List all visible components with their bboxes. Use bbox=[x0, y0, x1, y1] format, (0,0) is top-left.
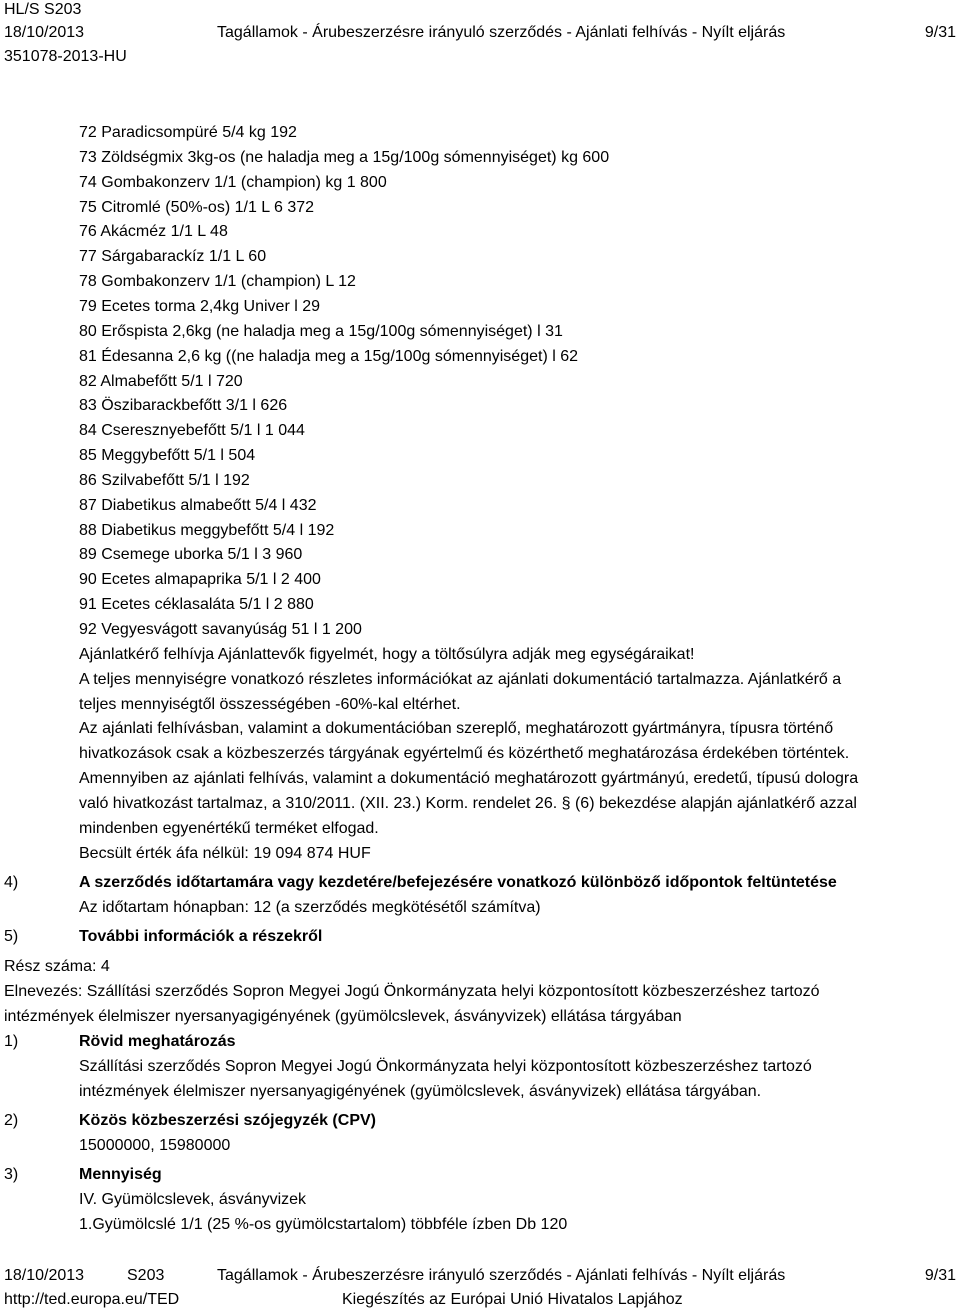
list-item: 82 Almabefőtt 5/1 l 720 bbox=[79, 373, 243, 390]
note-line: Amennyiben az ajánlati felhívás, valamint a dokumentáció meghatározott gyártmányú, eredetű, típusú dologra bbox=[79, 770, 859, 787]
list-item: 80 Erőspista 2,6kg (ne haladja meg a 15g/100g sómennyiséget) l 31 bbox=[79, 323, 563, 340]
section-5-number: 5) bbox=[4, 928, 19, 945]
cpv-codes: 15000000, 15980000 bbox=[79, 1137, 231, 1154]
estimated-value: Becsült érték áfa nélkül: 19 094 874 HUF bbox=[79, 845, 371, 862]
section-4-text: Az időtartam hónapban: 12 (a szerződés megkötésétől számítva) bbox=[79, 899, 541, 916]
list-item: 86 Szilvabefőtt 5/1 l 192 bbox=[79, 472, 250, 489]
note-line: A teljes mennyiségre vonatkozó részletes információkat az ajánlati dokumentáció tartalmazza. Ajánlatkérő a bbox=[79, 671, 842, 688]
note-line: teljes mennyiségtől összességében -60%-kal eltérhet. bbox=[79, 696, 461, 713]
header-date: 18/10/2013 bbox=[4, 24, 85, 41]
header-page: 9/31 bbox=[924, 24, 956, 41]
list-item: 85 Meggybefőtt 5/1 l 504 bbox=[79, 447, 256, 464]
footer-supplement: Kiegészítés az Európai Unió Hivatalos Lapjához bbox=[342, 1291, 683, 1308]
header-id: 351078-2013-HU bbox=[4, 48, 127, 65]
list-item: 88 Diabetikus meggybefőtt 5/4 l 192 bbox=[79, 522, 335, 539]
sub-3-number: 3) bbox=[4, 1166, 19, 1183]
list-item: 78 Gombakonzerv 1/1 (champion) L 12 bbox=[79, 273, 356, 290]
note-line: mindenben egyenértékű terméket elfogad. bbox=[79, 820, 379, 837]
header-code: HL/S S203 bbox=[4, 1, 82, 18]
footer-url-link[interactable]: http://ted.europa.eu/TED bbox=[4, 1291, 180, 1308]
list-item: 77 Sárgabarackíz 1/1 L 60 bbox=[79, 248, 267, 265]
list-item: 83 Öszibarackbefőtt 3/1 l 626 bbox=[79, 397, 288, 414]
note-line: való hivatkozást tartalmaz, a 310/2011. (XII. 23.) Korm. rendelet 26. § (6) bekezdése alapján ajánlatkérő azzal bbox=[79, 795, 857, 812]
footer-date: 18/10/2013 bbox=[4, 1267, 85, 1284]
note-line: Ajánlatkérő felhívja Ajánlattevők figyelmét, hogy a töltősúlyra adják meg egységáraikat! bbox=[79, 646, 695, 663]
sub-3-line: 1.Gyümölcslé 1/1 (25 %-os gyümölcstartalom) többféle ízben Db 120 bbox=[79, 1216, 568, 1233]
sub-1-line: intézmények élelmiszer nyersanyagigényének (gyümölcslevek, ásványvizek) ellátása tárgyában. bbox=[79, 1083, 762, 1100]
section-4-number: 4) bbox=[4, 874, 19, 891]
list-item: 87 Diabetikus almabeőtt 5/4 l 432 bbox=[79, 497, 317, 514]
footer-page: 9/31 bbox=[924, 1267, 956, 1284]
part-name-line: intézmények élelmiszer nyersanyagigényének (gyümölcslevek, ásványvizek) ellátása tárgyában bbox=[4, 1008, 682, 1025]
list-item: 81 Édesanna 2,6 kg ((ne haladja meg a 15g/100g sómennyiséget) l 62 bbox=[79, 348, 579, 365]
note-line: Az ajánlati felhívásban, valamint a dokumentációban szereplő, meghatározott gyártmányra, típusra történő bbox=[79, 720, 834, 737]
list-item: 89 Csemege uborka 5/1 l 3 960 bbox=[79, 546, 303, 563]
sub-3-title: Mennyiség bbox=[79, 1166, 162, 1183]
note-line: hivatkozások csak a közbeszerzés tárgyának egyértelmű és közérthető meghatározása érdekében történtek. bbox=[79, 745, 850, 762]
list-item: 74 Gombakonzerv 1/1 (champion) kg 1 800 bbox=[79, 174, 387, 191]
part-number: Rész száma: 4 bbox=[4, 958, 110, 975]
sub-1-line: Szállítási szerződés Sopron Megyei Jogú Önkormányzata helyi központosított közbeszerzéshez tartozó bbox=[79, 1058, 812, 1075]
list-item: 79 Ecetes torma 2,4kg Univer l 29 bbox=[79, 298, 321, 315]
footer-title: Tagállamok - Árubeszerzésre irányuló szerződés - Ajánlati felhívás - Nyílt eljárás bbox=[217, 1267, 786, 1284]
footer-code: S203 bbox=[127, 1267, 165, 1284]
list-item: 92 Vegyesvágott savanyúság 51 l 1 200 bbox=[79, 621, 362, 638]
section-4-title: A szerződés időtartamára vagy kezdetére/befejezésére vonatkozó különböző időpontok feltüntetése bbox=[79, 874, 837, 891]
list-item: 73 Zöldségmix 3kg-os (ne haladja meg a 15g/100g sómennyiséget) kg 600 bbox=[79, 149, 610, 166]
sub-2-number: 2) bbox=[4, 1112, 19, 1129]
list-item: 75 Citromlé (50%-os) 1/1 L 6 372 bbox=[79, 199, 315, 216]
list-item: 91 Ecetes céklasaláta 5/1 l 2 880 bbox=[79, 596, 314, 613]
list-item: 72 Paradicsompüré 5/4 kg 192 bbox=[79, 124, 297, 141]
part-name-line: Elnevezés: Szállítási szerződés Sopron Megyei Jogú Önkormányzata helyi központosított közbeszerzéshez tartozó bbox=[4, 983, 820, 1000]
list-item: 76 Akácméz 1/1 L 48 bbox=[79, 223, 228, 240]
list-item: 84 Cseresznyebefőtt 5/1 l 1 044 bbox=[79, 422, 305, 439]
header-title: Tagállamok - Árubeszerzésre irányuló szerződés - Ajánlati felhívás - Nyílt eljárás bbox=[217, 24, 786, 41]
section-5-title: További információk a részekről bbox=[79, 928, 323, 945]
sub-3-line: IV. Gyümölcslevek, ásványvizek bbox=[79, 1191, 307, 1208]
sub-1-number: 1) bbox=[4, 1033, 19, 1050]
sub-2-title: Közös közbeszerzési szójegyzék (CPV) bbox=[79, 1112, 376, 1129]
sub-1-title: Rövid meghatározás bbox=[79, 1033, 236, 1050]
list-item: 90 Ecetes almapaprika 5/1 l 2 400 bbox=[79, 571, 321, 588]
